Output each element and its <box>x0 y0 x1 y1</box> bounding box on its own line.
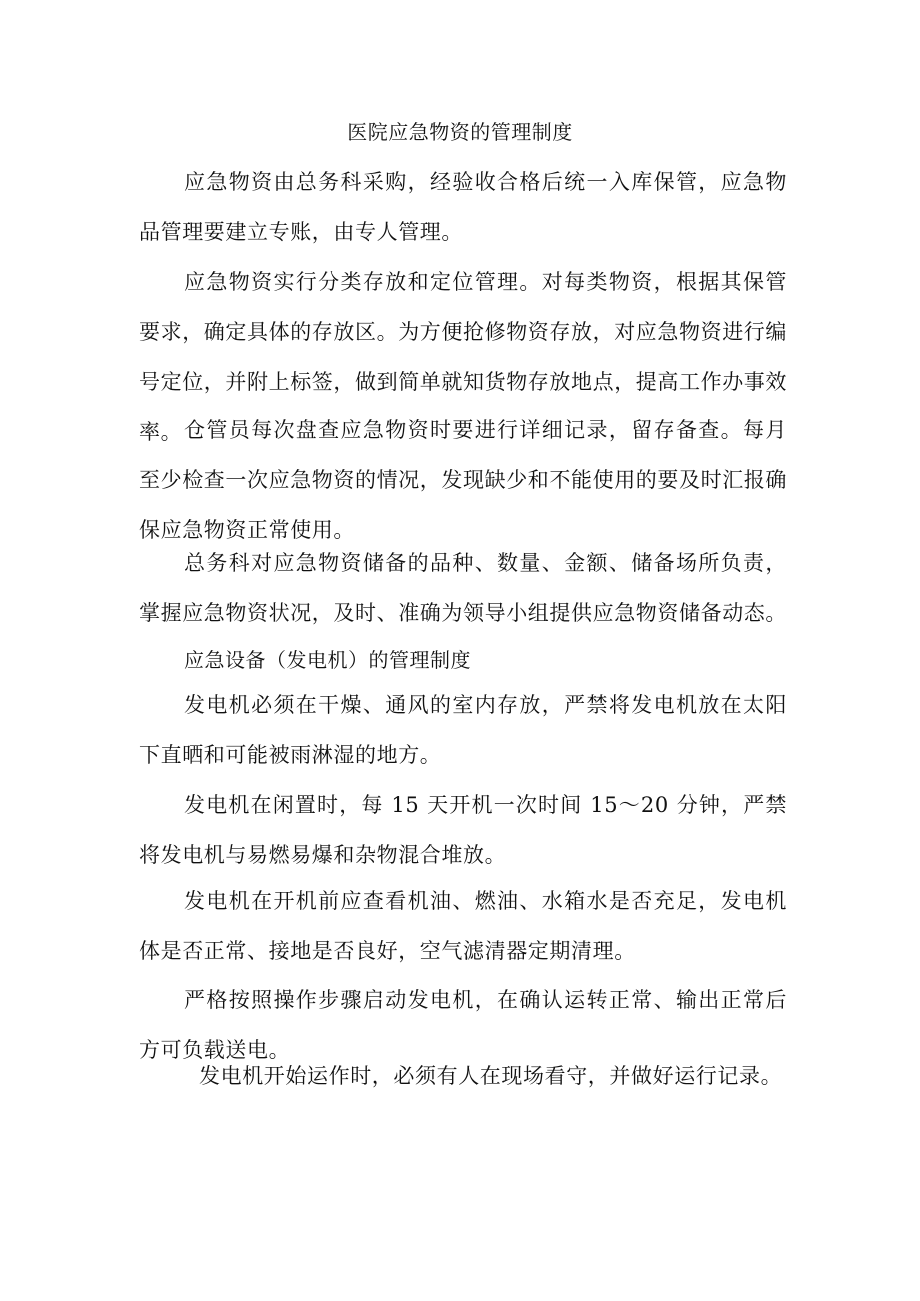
paragraph: 仓管员每次盘查应急物资时要进行详细记录，留存备查。每月至少检查一次应急物资的情况，发现缺少和不能使用的要及时汇报确保应急物资正常使用。 <box>139 418 787 542</box>
final-paragraph: 发电机开始运作时，必须有人在现场看守，并做好运行记录。 <box>199 1064 783 1088</box>
paragraph: 严格按照操作步骤启动发电机，在确认运转正常、输出正常后方可负载送电。 <box>139 988 787 1062</box>
paragraph: 发电机在闲置时，每 15 天开机一次时间 15～20 分钟，严禁将发电机与易燃易爆和杂物混合堆放。 <box>139 793 787 867</box>
document-title: 医院应急物资的管理制度 <box>347 120 573 144</box>
paragraph: 应急物资实行分类存放和定位管理。对每类物资，根据其保管要求，确定具体的存放区。为方便抢修物资存放，对应急物资进行编号定位，并附上标签，做到简单就知货物存放地点，提高工作办事效率。 <box>139 270 787 444</box>
paragraph: 总务科对应急物资储备的品种、数量、金额、储备场所负责，掌握应急物资状况，及时、准确为领导小组提供应急物资储备动态。 <box>139 551 787 625</box>
section-heading: 应急设备（发电机）的管理制度 <box>184 648 471 672</box>
paragraph: 应急物资由总务科采购，经验收合格后统一入库保管，应急物品管理要建立专账，由专人管理。 <box>139 170 787 244</box>
paragraph: 发电机必须在干燥、通风的室内存放，严禁将发电机放在太阳下直晒和可能被雨淋湿的地方。 <box>139 693 787 767</box>
paragraph: 发电机在开机前应查看机油、燃油、水箱水是否充足，发电机体是否正常、接地是否良好，空气滤清器定期清理。 <box>139 889 787 963</box>
